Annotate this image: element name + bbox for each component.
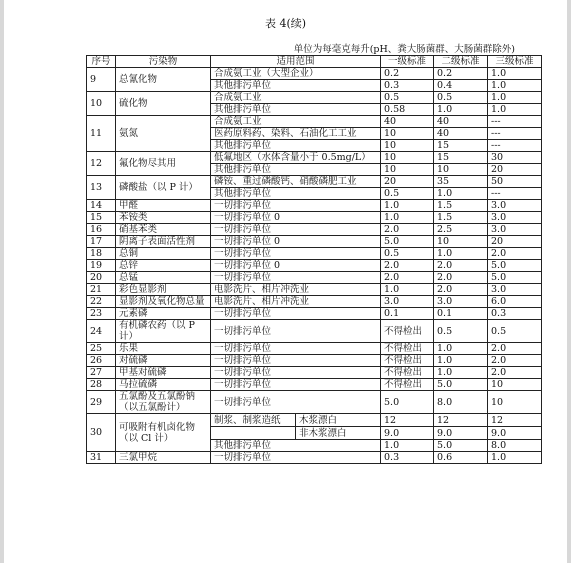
row-number: 29 — [87, 391, 116, 414]
grade1-value: 0.2 — [381, 68, 434, 80]
header-grade1: 一级标准 — [381, 56, 434, 68]
scope-cell: 一切排污单位 0 — [211, 236, 381, 248]
scope-cell: 其他排污单位 — [211, 440, 381, 452]
scope-subtable — [211, 427, 380, 439]
pollutant-name: 甲基对硫磷 — [116, 367, 211, 379]
grade3-value: 3.0 — [488, 284, 542, 296]
row-number: 20 — [87, 272, 116, 284]
grade1-value: 0.5 — [381, 92, 434, 104]
scope-cell: 一切排污单位 — [211, 355, 381, 367]
row-number: 27 — [87, 367, 116, 379]
row-number: 18 — [87, 248, 116, 260]
grade3-value: 50 — [488, 176, 542, 188]
scope-subtype: 木浆漂白 — [299, 414, 338, 426]
grade2-value: 2.5 — [434, 224, 488, 236]
table-row — [87, 260, 542, 272]
scope-cell: 一切排污单位 — [211, 320, 381, 343]
grade2-value: 5.0 — [434, 379, 488, 391]
pollutant-name: 氨氮 — [116, 116, 211, 152]
grade1-value: 2.0 — [381, 272, 434, 284]
grade1-value: 1.0 — [381, 212, 434, 224]
header-scope: 适用范围 — [211, 56, 381, 68]
table-row — [87, 379, 542, 391]
grade3-value: 1.0 — [488, 104, 542, 116]
scope-cell: 其他排污单位 — [211, 188, 381, 200]
grade3-value: 8.0 — [488, 440, 542, 452]
pollutant-name: 乐果 — [116, 343, 211, 355]
grade2-value: 2.0 — [434, 260, 488, 272]
grade3-value: 0.5 — [488, 320, 542, 343]
grade3-value: 0.3 — [488, 308, 542, 320]
pollutant-name: 硫化物 — [116, 92, 211, 116]
grade2-value: 12 — [434, 414, 488, 427]
grade1-value: 0.58 — [381, 104, 434, 116]
table-row — [87, 320, 542, 343]
grade2-value: 5.0 — [434, 440, 488, 452]
grade1-value: 3.0 — [381, 296, 434, 308]
table-row — [87, 391, 542, 414]
grade1-value: 不得检出 — [381, 343, 434, 355]
grade2-value: 1.0 — [434, 355, 488, 367]
grade1-value: 10 — [381, 164, 434, 176]
grade3-value: 3.0 — [488, 224, 542, 236]
scope-cell: 其他排污单位 — [211, 164, 381, 176]
grade2-value: 0.1 — [434, 308, 488, 320]
scope-cell: 一切排污单位 — [211, 379, 381, 391]
pollutant-name: 磷酸盐（以 P 计） — [116, 176, 211, 200]
grade2-value: 15 — [434, 152, 488, 164]
grade3-value: 1.0 — [488, 452, 542, 464]
scope-cell: 磷铵、重过磷酸钙、硝酸磷肥工业 — [211, 176, 381, 188]
table-row — [87, 308, 542, 320]
grade2-value: 1.0 — [434, 188, 488, 200]
grade1-value: 0.3 — [381, 452, 434, 464]
grade1-value: 0.3 — [381, 80, 434, 92]
pollutant-name: 显影剂及氧化物总量 — [116, 296, 211, 308]
scope-cell: 一切排污单位 0 — [211, 260, 381, 272]
grade3-value: 9.0 — [488, 427, 542, 440]
pollutant-name: 阴离子表面活性剂 — [116, 236, 211, 248]
scope-cell: 一切排污单位 — [211, 308, 381, 320]
grade3-value: 2.0 — [488, 355, 542, 367]
row-number: 12 — [87, 152, 116, 176]
scope-subrow — [211, 414, 380, 426]
table-header-row — [87, 56, 542, 68]
grade3-value: 1.0 — [488, 80, 542, 92]
grade1-value: 不得检出 — [381, 379, 434, 391]
pollutant-name: 总锰 — [116, 272, 211, 284]
grade1-value: 0.5 — [381, 188, 434, 200]
grade1-value: 不得检出 — [381, 355, 434, 367]
row-number: 25 — [87, 343, 116, 355]
table-row — [87, 176, 542, 188]
grade1-value: 9.0 — [381, 427, 434, 440]
grade3-value: 12 — [488, 414, 542, 427]
pollutant-name: 氟化物尽其用 — [116, 152, 211, 176]
grade3-value: 2.0 — [488, 367, 542, 379]
grade2-value: 0.6 — [434, 452, 488, 464]
grade1-value: 12 — [381, 414, 434, 427]
grade3-value: 20 — [488, 164, 542, 176]
grade3-value: --- — [488, 128, 542, 140]
table-row — [87, 367, 542, 379]
pollutant-name: 硝基苯类 — [116, 224, 211, 236]
pollutant-name: 三氯甲烷 — [116, 452, 211, 464]
pollutant-name: 有机磷农药（以 P 计） — [116, 320, 211, 343]
grade1-value: 40 — [381, 116, 434, 128]
pollutant-name: 彩色显影剂 — [116, 284, 211, 296]
scope-cell: 医药原料药、染料、石油化工工业 — [211, 128, 381, 140]
grade3-value: 6.0 — [488, 296, 542, 308]
grade1-value: 10 — [381, 128, 434, 140]
table-row — [87, 200, 542, 212]
grade2-value: 0.2 — [434, 68, 488, 80]
pollutant-name: 总氰化物 — [116, 68, 211, 92]
grade2-value: 0.5 — [434, 320, 488, 343]
grade1-value: 1.0 — [381, 284, 434, 296]
row-number: 11 — [87, 116, 116, 152]
grade1-value: 2.0 — [381, 260, 434, 272]
header-grade2: 二级标准 — [434, 56, 488, 68]
row-number: 23 — [87, 308, 116, 320]
pollutant-name: 苯铵类 — [116, 212, 211, 224]
grade1-value: 0.1 — [381, 308, 434, 320]
grade2-value: 15 — [434, 140, 488, 152]
pollutant-name: 总铜 — [116, 248, 211, 260]
row-number: 28 — [87, 379, 116, 391]
grade1-value: 不得检出 — [381, 367, 434, 379]
grade1-value: 20 — [381, 176, 434, 188]
row-number: 30 — [87, 414, 116, 452]
grade1-value: 1.0 — [381, 440, 434, 452]
grade3-value: 3.0 — [488, 212, 542, 224]
grade3-value: 1.0 — [488, 68, 542, 80]
grade3-value: 2.0 — [488, 248, 542, 260]
grade3-value: 20 — [488, 236, 542, 248]
scope-cell: 一切排污单位 — [211, 391, 381, 414]
grade2-value: 10 — [434, 164, 488, 176]
grade2-value: 1.0 — [434, 248, 488, 260]
scope-cell: 一切排污单位 — [211, 224, 381, 236]
row-number: 21 — [87, 284, 116, 296]
row-number: 31 — [87, 452, 116, 464]
pollutant-name: 对硫磷 — [116, 355, 211, 367]
grade2-value: 3.0 — [434, 296, 488, 308]
pollutant-name: 总锌 — [116, 260, 211, 272]
grade1-value: 10 — [381, 152, 434, 164]
table-row — [87, 272, 542, 284]
grade2-value: 0.5 — [434, 92, 488, 104]
grade3-value: 10 — [488, 391, 542, 414]
table-row — [87, 116, 542, 128]
grade3-value: --- — [488, 188, 542, 200]
scope-cell: 一切排污单位 — [211, 272, 381, 284]
table-row — [87, 296, 542, 308]
grade3-value: 10 — [488, 379, 542, 391]
grade1-value: 不得检出 — [381, 320, 434, 343]
row-number: 26 — [87, 355, 116, 367]
grade2-value: 2.0 — [434, 272, 488, 284]
table-row — [87, 236, 542, 248]
scope-cell: 其他排污单位 — [211, 140, 381, 152]
grade2-value: 1.0 — [434, 367, 488, 379]
grade1-value: 10 — [381, 140, 434, 152]
grade1-value: 0.5 — [381, 248, 434, 260]
unit-note: 单位为每毫克每升(pH、粪大肠菌群、大肠菌群除外) — [293, 44, 515, 55]
page-left-border — [0, 0, 4, 563]
grade3-value: 30 — [488, 152, 542, 164]
scope-cell: 电影洗片、相片冲洗业 — [211, 296, 381, 308]
pollutant-name: 甲醛 — [116, 200, 211, 212]
row-number: 22 — [87, 296, 116, 308]
table-row — [87, 343, 542, 355]
scope-group — [211, 427, 296, 439]
table-row — [87, 224, 542, 236]
page-right-border — [567, 0, 571, 563]
grade2-value: 1.5 — [434, 212, 488, 224]
grade2-value: 2.0 — [434, 284, 488, 296]
scope-cell: 一切排污单位 — [211, 367, 381, 379]
grade3-value: 5.0 — [488, 260, 542, 272]
grade1-value: 2.0 — [381, 224, 434, 236]
row-number: 14 — [87, 200, 116, 212]
table-row — [87, 355, 542, 367]
grade1-value: 1.0 — [381, 200, 434, 212]
scope-cell: 一切排污单位 — [211, 452, 381, 464]
pollutant-name: 元素磷 — [116, 308, 211, 320]
grade2-value: 1.0 — [434, 343, 488, 355]
scope-cell — [211, 427, 381, 440]
grade2-value: 1.0 — [434, 104, 488, 116]
row-number: 15 — [87, 212, 116, 224]
row-number: 19 — [87, 260, 116, 272]
table-row — [87, 152, 542, 164]
scope-cell: 一切排污单位 — [211, 248, 381, 260]
scope-group: 制浆、制浆造纸 — [211, 414, 296, 426]
grade3-value: 5.0 — [488, 272, 542, 284]
grade3-value: --- — [488, 116, 542, 128]
scope-subtype: 非木浆漂白 — [299, 427, 347, 439]
pollutant-name: 可吸附有机卤化物（以 Cl 计） — [116, 414, 211, 452]
scope-cell — [211, 414, 381, 427]
row-number: 10 — [87, 92, 116, 116]
row-number: 17 — [87, 236, 116, 248]
row-number: 9 — [87, 68, 116, 92]
table-row — [87, 248, 542, 260]
row-number: 16 — [87, 224, 116, 236]
scope-subrow — [211, 427, 380, 439]
grade2-value: 8.0 — [434, 391, 488, 414]
pollutant-name: 五氯酚及五氯酚钠（以五氯酚计） — [116, 391, 211, 414]
scope-cell: 一切排污单位 0 — [211, 212, 381, 224]
scope-cell: 一切排污单位 — [211, 200, 381, 212]
grade2-value: 10 — [434, 236, 488, 248]
grade2-value: 0.4 — [434, 80, 488, 92]
scope-cell: 一切排污单位 — [211, 343, 381, 355]
table-row — [87, 452, 542, 464]
header-grade3: 三级标准 — [488, 56, 542, 68]
scope-cell: 合成氨工业 — [211, 116, 381, 128]
scope-cell: 低氟地区（水体含量小于 0.5mg/L） — [211, 152, 381, 164]
grade1-value: 5.0 — [381, 236, 434, 248]
scope-cell: 其他排污单位 — [211, 80, 381, 92]
scope-cell: 合成氨工业 — [211, 92, 381, 104]
scope-cell: 合成氨工业（大型企业） — [211, 68, 381, 80]
pollutant-name: 马拉硫磷 — [116, 379, 211, 391]
pollutant-standards-table — [86, 55, 542, 464]
grade3-value: 1.0 — [488, 92, 542, 104]
header-no: 序号 — [87, 56, 116, 68]
grade2-value: 40 — [434, 128, 488, 140]
header-pollutant: 污染物 — [116, 56, 211, 68]
grade2-value: 35 — [434, 176, 488, 188]
table-row — [87, 212, 542, 224]
scope-cell: 电影洗片、相片冲洗业 — [211, 284, 381, 296]
grade2-value: 1.5 — [434, 200, 488, 212]
grade1-value: 5.0 — [381, 391, 434, 414]
row-number: 13 — [87, 176, 116, 200]
grade3-value: 2.0 — [488, 343, 542, 355]
table-row — [87, 414, 542, 427]
grade2-value: 40 — [434, 116, 488, 128]
grade3-value: --- — [488, 140, 542, 152]
table-row — [87, 92, 542, 104]
table-row — [87, 68, 542, 80]
table-title: 表 4(续) — [264, 17, 307, 30]
grade3-value: 3.0 — [488, 200, 542, 212]
table-row — [87, 284, 542, 296]
row-number: 24 — [87, 320, 116, 343]
scope-cell: 其他排污单位 — [211, 104, 381, 116]
grade2-value: 9.0 — [434, 427, 488, 440]
scope-subtable — [211, 414, 380, 426]
